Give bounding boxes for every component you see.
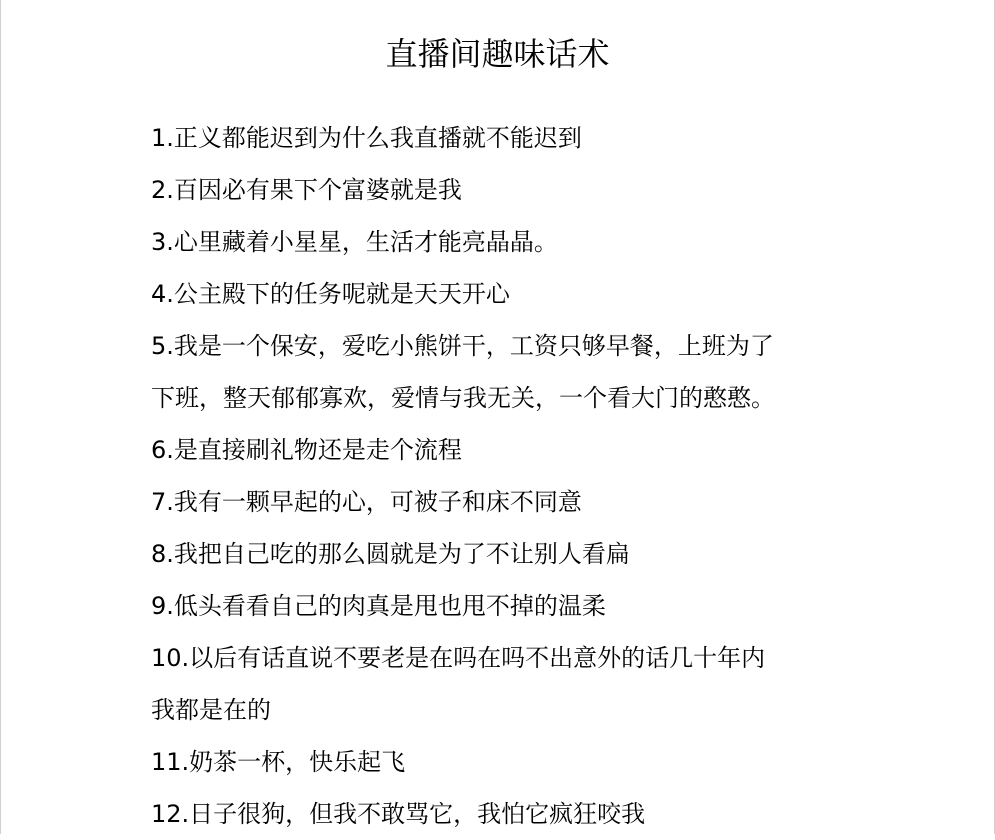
text-line: 8.我把自己吃的那么圆就是为了不让别人看扁 bbox=[151, 540, 630, 568]
text-line: 1.正义都能迟到为什么我直播就不能迟到 bbox=[151, 124, 582, 152]
text-line: 4.公主殿下的任务呢就是天天开心 bbox=[151, 280, 510, 308]
text-line: 我都是在的 bbox=[151, 696, 271, 724]
document-title: 直播间趣味话术 bbox=[385, 35, 610, 73]
text-line: 下班，整天郁郁寡欢，爱情与我无关，一个看大门的憨憨。 bbox=[151, 384, 775, 412]
text-line: 10.以后有话直说不要老是在吗在吗不出意外的话几十年内 bbox=[151, 644, 766, 672]
text-line: 5.我是一个保安，爱吃小熊饼干，工资只够早餐，上班为了 bbox=[151, 332, 774, 360]
text-line: 7.我有一颗早起的心，可被子和床不同意 bbox=[151, 488, 582, 516]
text-line: 11.奶茶一杯，快乐起飞 bbox=[151, 748, 406, 776]
text-line: 2.百因必有果下个富婆就是我 bbox=[151, 176, 462, 204]
text-line: 6.是直接刷礼物还是走个流程 bbox=[151, 436, 462, 464]
page-edge-left bbox=[0, 0, 1, 834]
text-line: 12.日子很狗，但我不敢骂它，我怕它疯狂咬我 bbox=[151, 800, 646, 828]
text-line: 3.心里藏着小星星，生活才能亮晶晶。 bbox=[151, 228, 558, 256]
text-line: 9.低头看看自己的肉真是甩也甩不掉的温柔 bbox=[151, 592, 606, 620]
document-body bbox=[151, 112, 851, 840]
